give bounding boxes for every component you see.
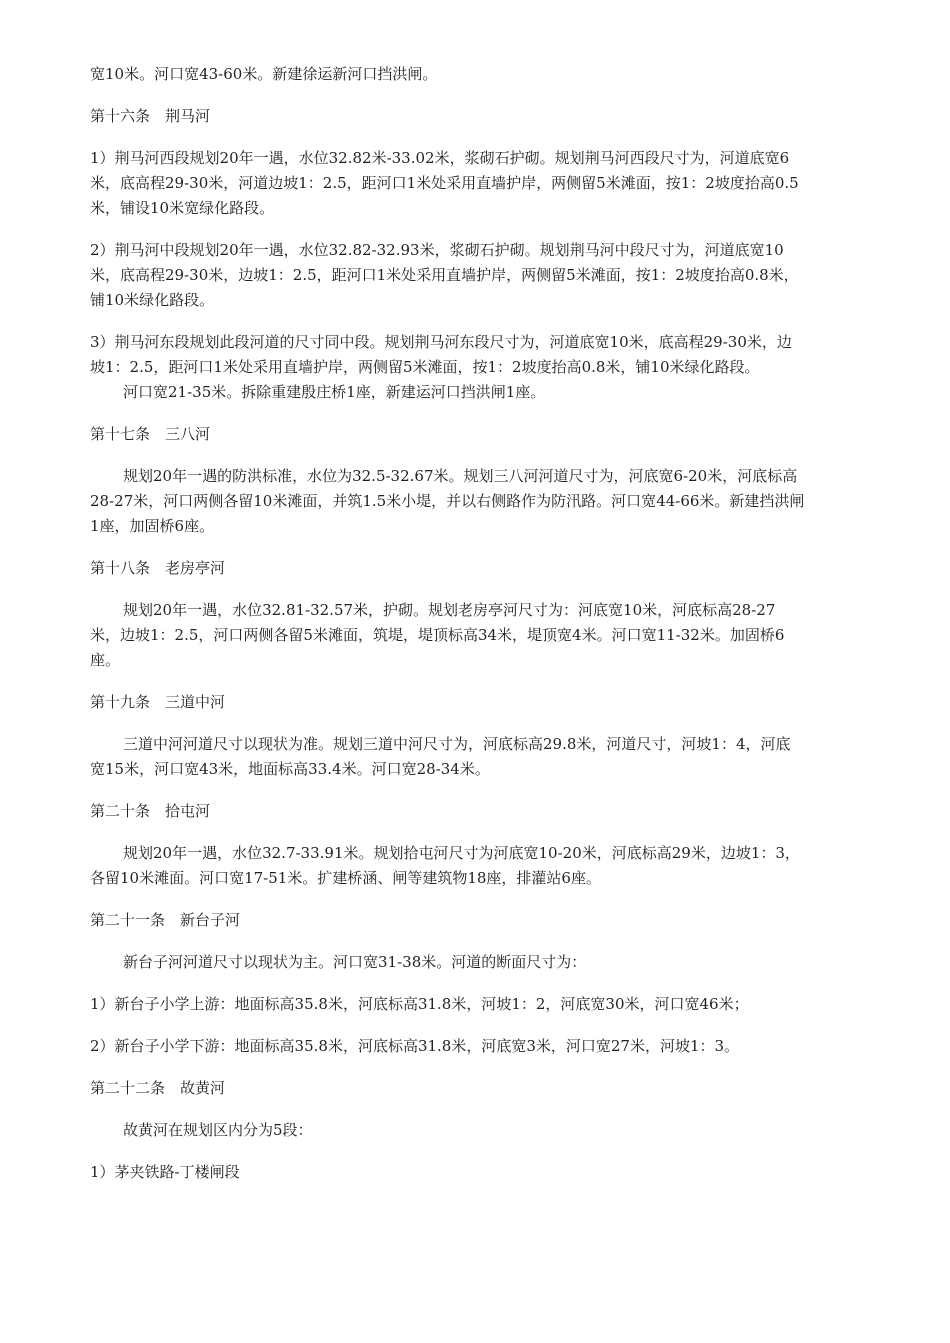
- guhuang-section-1-paragraph: 1）茅夹铁路-丁楼闸段: [90, 1163, 240, 1181]
- document-page: [90, 62, 805, 1185]
- article-19-heading: 第十九条 三道中河: [90, 693, 226, 711]
- xintaizi-upstream-paragraph: 1）新台子小学上游：地面标高35.8米，河底标高31.8米，河坡1：2，河底宽30米，河口宽46米；: [90, 995, 749, 1013]
- article-21-heading: 第二十一条 新台子河: [90, 911, 241, 929]
- xintaizi-downstream-paragraph: 2）新台子小学下游：地面标高35.8米，河底标高31.8米，河底宽3米，河口宽27米，河坡1：3。: [90, 1037, 740, 1055]
- jingma-summary-paragraph: 河口宽21-35米。拆除重建殷庄桥1座，新建运河口挡洪闸1座。: [123, 383, 546, 401]
- article-16-heading: 第十六条 荆马河: [90, 107, 211, 125]
- sanba-paragraph: 规划20年一遇的防洪标准，水位为32.5-32.67米。规划三八河河道尺寸为，河底宽6-20米，河底标高28-27米，河口两侧各留10米滩面，并筑1.5米小堤，并以右侧路作为防汛路。河口宽44-66米。新建挡洪闸1座，加固桥6座。: [90, 467, 805, 535]
- article-18-heading: 第十八条 老房亭河: [90, 559, 226, 577]
- laofangting-paragraph: 规划20年一遇，水位32.81-32.57米，护砌。规划老房亭河尺寸为：河底宽10米，河底标高28-27米，边坡1：2.5，河口两侧各留5米滩面，筑堤，堤顶标高34米，堤顶宽4米。河口宽11-32米。加固桥6座。: [90, 601, 785, 669]
- article-20-heading: 第二十条 拾屯河: [90, 802, 211, 820]
- article-22-heading: 第二十二条 故黄河: [90, 1079, 226, 1097]
- jingma-east-paragraph: 3）荆马河东段规划此段河道的尺寸同中段。规划荆马河东段尺寸为，河道底宽10米，底高程29-30米，边坡1：2.5，距河口1米处采用直墙护岸，两侧留5米滩面，按1：2坡度抬高0.8米，铺10米绿化路段。: [90, 333, 792, 376]
- paragraph-intro: 宽10米。河口宽43-60米。新建徐运新河口挡洪闸。: [90, 65, 438, 83]
- guhuang-paragraph: 故黄河在规划区内分为5段：: [123, 1121, 313, 1139]
- shitun-paragraph: 规划20年一遇，水位32.7-33.91米。规划拾屯河尺寸为河底宽10-20米，河底标高29米，边坡1：3，各留10米滩面。河口宽17-51米。扩建桥涵、闸等建筑物18座，排灌站6座。: [90, 844, 800, 887]
- jingma-west-paragraph: 1）荆马河西段规划20年一遇，水位32.82米-33.02米，浆砌石护砌。规划荆马河西段尺寸为，河道底宽6米，底高程29-30米，河道边坡1：2.5，距河口1米处采用直墙护岸，两侧留5米滩面，按1：2坡度抬高0.5米，铺设10米宽绿化路段。: [90, 149, 799, 217]
- sandaozhong-paragraph: 三道中河河道尺寸以现状为准。规划三道中河尺寸为，河底标高29.8米，河道尺寸，河坡1：4，河底宽15米，河口宽43米，地面标高33.4米。河口宽28-34米。: [90, 735, 791, 778]
- article-17-heading: 第十七条 三八河: [90, 425, 211, 443]
- xintaizi-paragraph: 新台子河河道尺寸以现状为主。河口宽31-38米。河道的断面尺寸为：: [123, 953, 587, 971]
- jingma-middle-paragraph: 2）荆马河中段规划20年一遇，水位32.82-32.93米，浆砌石护砌。规划荆马河中段尺寸为，河道底宽10米，底高程29-30米，边坡1：2.5，距河口1米处采用直墙护岸，两侧留5米滩面，按1：2坡度抬高0.8米，铺10米绿化路段。: [90, 241, 799, 309]
